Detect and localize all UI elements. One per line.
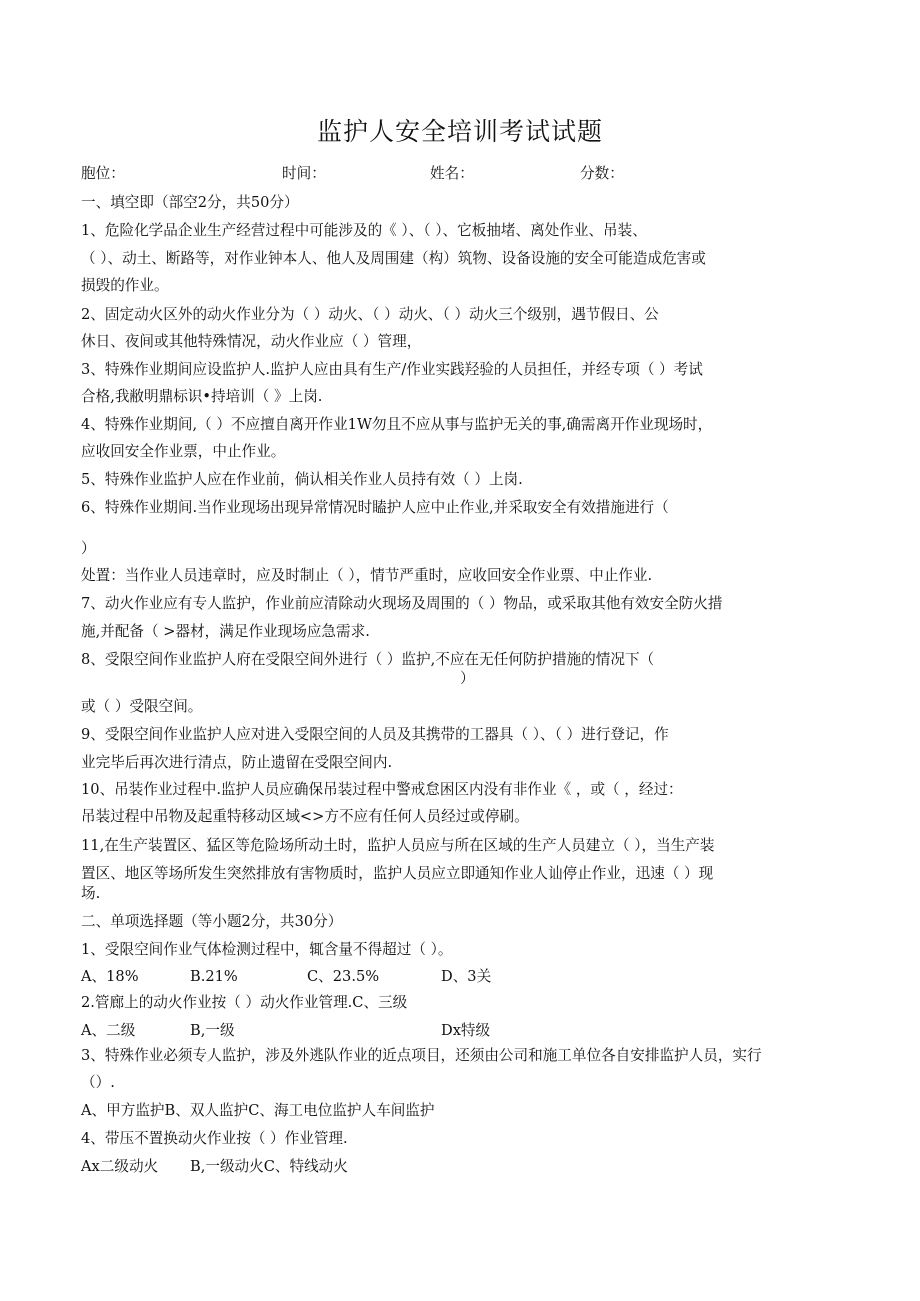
question-line: （）. — [81, 1074, 115, 1091]
score-label: 分数： — [580, 165, 624, 182]
question-line: 6、特殊作业期间.当作业现场出现异常情况时瞌护人应中止作业,并采取安全有效措施进行（ — [81, 499, 669, 516]
question-line: 4、特殊作业期间,（ ）不应擅自离开作业1W勿且不应从事与监护无关的事,确需离开作业现场时， — [81, 416, 713, 433]
question-line: 合格,我敝明鼎标识•持培训（ 》上岗. — [81, 388, 323, 405]
question-line: 4、带压不置换动火作业按（ ）作业管理. — [81, 1130, 348, 1147]
option-a: A、二级 — [81, 1022, 136, 1039]
question-line: 场. — [81, 885, 101, 902]
question-line: 1、危险化学品企业生产经营过程中可能涉及的《 ）、（ ）、它板抽堵、离处作业、吊装、 — [81, 222, 647, 239]
option-b: B,一级 — [190, 1022, 235, 1039]
position-label: 胞位： — [81, 165, 125, 182]
question-line: 损毁的作业。 — [81, 277, 169, 294]
question-line: 5、特殊作业监护人应在作业前，倘认相关作业人员持有效（ ）上岗. — [81, 471, 523, 488]
question-line: （ ）、动土、断路等，对作业钟本人、他人及周围建（构）筑物、设备设施的安全可能造成危害或 — [81, 250, 706, 267]
question-line: 8、受限空间作业监护人府在受限空间外进行（ ）监护,不应在无任何防护措施的情况下（ — [81, 651, 655, 668]
option-c: C、23.5% — [307, 968, 380, 985]
option-a: A、18% — [81, 968, 139, 985]
option-d: D、3关 — [441, 968, 492, 985]
option-line: A、甲方监护B、双人监护C、海工电位监护人车间监护 — [81, 1102, 435, 1119]
question-line: 置区、地区等场所发生突然排放有害物质时，监护人员应立即通知作业人讪停止作业，迅速（ ）现 — [81, 865, 714, 882]
question-line: 施,并配备（ >器材，满足作业现场应急需求. — [81, 623, 370, 640]
question-line: 业完毕后再次进行清点，防止遗留在受限空间内. — [81, 754, 393, 771]
question-line: 休日、夜间或其他特殊情况，动火作业应（ ）管理， — [81, 333, 422, 350]
question-line: 2、固定动火区外的动火作业分为（ ）动火、（ ）动火、（ ）动火三个级别，遇节假日、公 — [81, 306, 659, 323]
question-line: 7、动火作业应有专人监护，作业前应清除动火现场及周围的（ ）物品，或采取其他有效安全防火措 — [81, 595, 723, 612]
question-line: 3、特殊作业期间应设监护人.监护人应由具有生产/作业实践羟验的人员担任，并经专项（ ）考试 — [81, 361, 703, 378]
section-heading: 二、单项选择题（等小题2分，共30分） — [81, 913, 343, 930]
option-b: B,一级动火C、特线动火 — [190, 1158, 348, 1175]
question-line: ） — [81, 540, 96, 557]
question-line: 吊装过程中吊物及起重特移动区域<>方不应有任何人员经过或停刷。 — [81, 808, 529, 825]
time-label: 时间： — [282, 165, 326, 182]
question-line: 10、吊装作业过程中.监护人员应确保吊装过程中警戒怠困区内没有非作业《 ，或（ ，经过： — [81, 781, 683, 798]
question-line: 1、受限空间作业气体检测过程中，辄含量不得超过（ ）。 — [81, 941, 453, 958]
question-line: 9、受限空间作业监护人应对进入受限空间的人员及其携带的工器具（ ）、（ ）进行登记，作 — [81, 726, 669, 743]
name-label: 姓名： — [430, 165, 474, 182]
section-heading: 一、填空即（部空2分，共50分） — [81, 194, 299, 211]
question-line: 3、特殊作业必须专人监护，涉及外逃队作业的近点项目，还须由公司和施工单位各自安排监护人员，实行 — [81, 1047, 762, 1064]
option-d: Dx特级 — [441, 1022, 491, 1039]
question-line: 11,在生产装置区、猛区等危险场所动土时，监护人员应与所在区域的生产人员建立（ ），当生产装 — [81, 837, 715, 854]
question-line: 处置：当作业人员违章时，应及时制止（ ），情节严重时，应收回安全作业票、中止作业. — [81, 567, 653, 584]
question-line: 或（ ）受限空间。 — [81, 698, 203, 715]
page-title: 监护人安全培训考试试题 — [316, 117, 603, 146]
question-line: 2.管廊上的动火作业按（ ）动火作业管理.C、三级 — [81, 994, 408, 1011]
question-line: ） — [460, 670, 475, 687]
option-a: Ax二级动火 — [81, 1158, 159, 1175]
question-line: 应收回安全作业票，中止作业。 — [81, 443, 286, 460]
option-b: B.21% — [190, 968, 238, 985]
